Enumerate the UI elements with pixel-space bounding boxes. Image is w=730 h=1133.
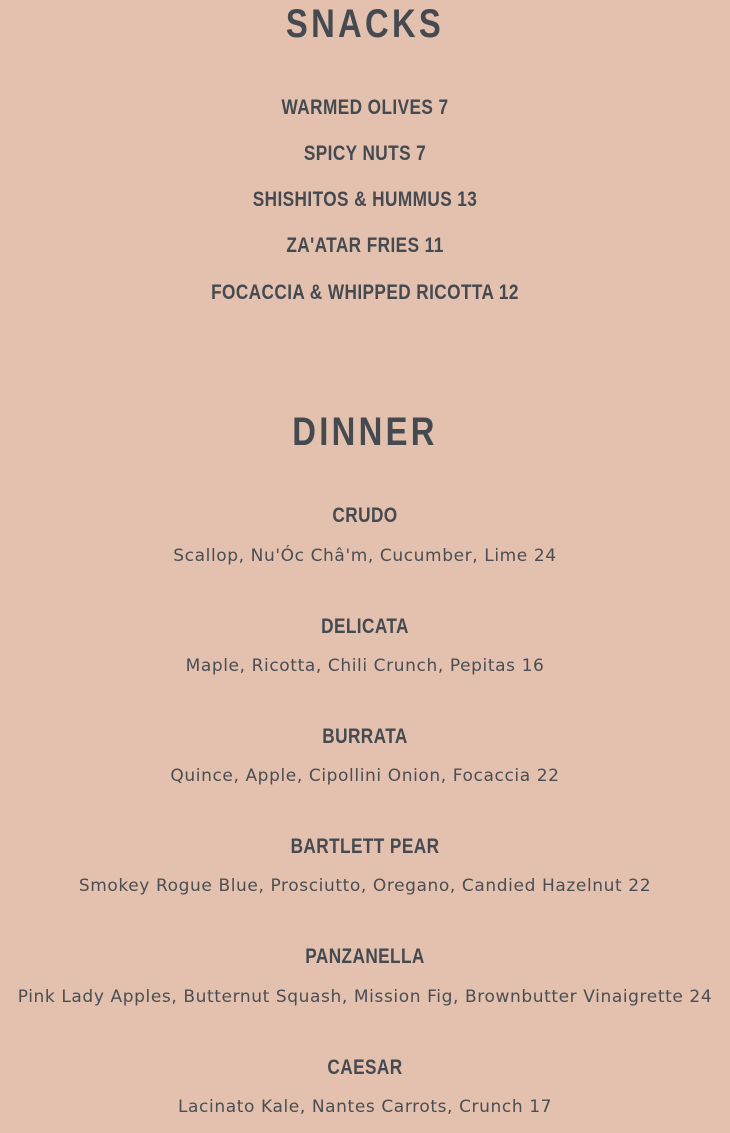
dish-name: DELICATA (321, 615, 409, 638)
dish-description: Pink Lady Apples, Butternut Squash, Mission Fig, Brownbutter Vinaigrette 24 (17, 987, 713, 1007)
dish-name: BURRATA (322, 725, 408, 748)
dish-description: Maple, Ricotta, Chili Crunch, Pepitas 16 (185, 656, 545, 676)
dish-name: CRUDO (332, 504, 398, 527)
dinner-heading: DINNER (292, 410, 438, 454)
dish-description: Scallop, Nu'Óc Châ'm, Cucumber, Lime 24 (173, 546, 557, 566)
dish-description: Smokey Rogue Blue, Prosciutto, Oregano, Candied Hazelnut 22 (78, 876, 652, 896)
snack-item: FOCACCIA & WHIPPED RICOTTA 12 (211, 281, 519, 304)
snack-item: SHISHITOS & HUMMUS 13 (252, 188, 478, 211)
dish-name: PANZANELLA (305, 945, 425, 968)
dish-description: Lacinato Kale, Nantes Carrots, Crunch 17 (177, 1097, 553, 1117)
snacks-heading: SNACKS (285, 2, 445, 46)
dish-name: CAESAR (327, 1056, 403, 1079)
dish-description: Quince, Apple, Cipollini Onion, Focaccia 22 (170, 766, 560, 786)
snack-item: ZA'ATAR FRIES 11 (286, 234, 444, 257)
snack-item: WARMED OLIVES 7 (281, 96, 449, 119)
snack-item: SPICY NUTS 7 (303, 142, 427, 165)
dish-name: BARTLETT PEAR (290, 835, 440, 858)
